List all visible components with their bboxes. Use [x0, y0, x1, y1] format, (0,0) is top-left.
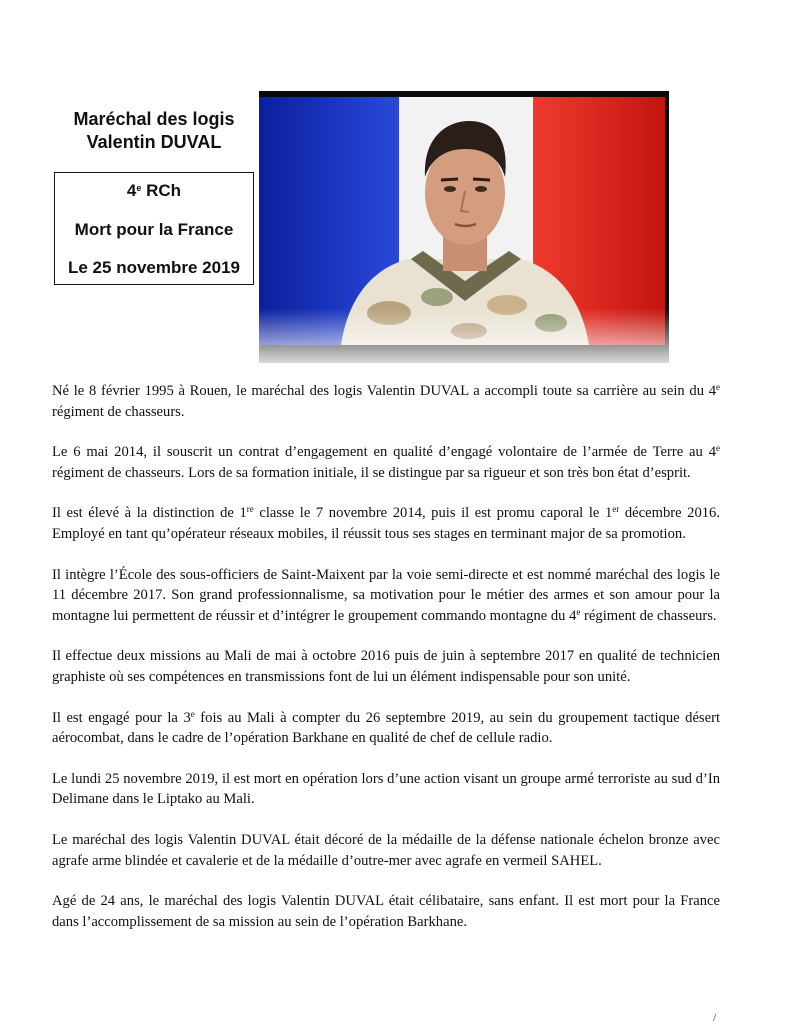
flag-portrait-image: [259, 91, 669, 363]
page-title: [52, 108, 256, 154]
page-mark: /: [713, 1010, 717, 1024]
name-line: Valentin DUVAL: [86, 132, 222, 152]
paragraph-third-mission: Il est engagé pour la 3e fois au Mali à compter du 26 septembre 2019, au sein du groupement tactique désert aérocombat, dans le cadre de l’opération Barkhane en qualité de chef de cellule radio.: [52, 708, 721, 747]
paragraph-promotion: Il est élevé à la distinction de 1re classe le 7 novembre 2014, puis il est promu caporal le 1er décembre 2016. Employé en tant qu’opérateur réseaux mobiles, il réussit tous ses stages en terminant major de sa promotion.: [52, 504, 721, 542]
mention-label: Mort pour la France: [74, 220, 234, 239]
biography: [52, 381, 720, 952]
paragraph-birth: Né le 8 février 1995 à Rouen, le maréchal des logis Valentin DUVAL a accompli toute sa carrière au sein du 4e régiment de chasseurs.: [52, 382, 720, 420]
rank-line: Maréchal des logis: [73, 109, 235, 129]
portrait-photo: [259, 91, 669, 363]
paragraph-missions: Il effectue deux missions au Mali de mai à octobre 2016 puis de juin à septembre 2017 en qualité de technicien graphiste où ses compétences en transmissions font de lui un élément indispensable pour son unité.: [52, 648, 720, 685]
paragraph-nco-school: Il intègre l’École des sous-officiers de Saint-Maixent par la voie semi-directe et est nommé maréchal des logis le 11 décembre 2017. Son grand professionnalisme, sa motivation pour le métier des armes et son amour pour la montagne lui permettent de réussir et d’intégrer le groupement commando montagne du 4e régiment de chasseurs.: [52, 566, 720, 624]
paragraph-enlistment: Le 6 mai 2014, il souscrit un contrat d’engagement en qualité d’engagé volontaire de l’armée de Terre au 4e régiment de chasseurs. Lors de sa formation initiale, il se distingue par sa rigueur et son très bon état d’esprit.: [52, 443, 720, 481]
paragraph-death: Le lundi 25 novembre 2019, il est mort en opération lors d’une action visant un groupe armé terroriste au sud d’In Delimane dans le Liptako au Mali.: [52, 770, 720, 808]
unit-label: 4e RCh: [126, 181, 182, 200]
paragraph-family: Agé de 24 ans, le maréchal des logis Valentin DUVAL était célibataire, sans enfant. Il est mort pour la France dans l’accomplissement de sa mission au sein de l’opération Barkhane.: [52, 893, 720, 930]
info-box: [54, 172, 254, 285]
date-label: Le 25 novembre 2019: [68, 258, 240, 277]
paragraph-decorations: Le maréchal des logis Valentin DUVAL était décoré de la médaille de la défense nationale échelon bronze avec agrafe arme blindée et cavalerie et de la médaille d’outre-mer avec agrafe en vermeil SAHEL.: [52, 831, 720, 869]
